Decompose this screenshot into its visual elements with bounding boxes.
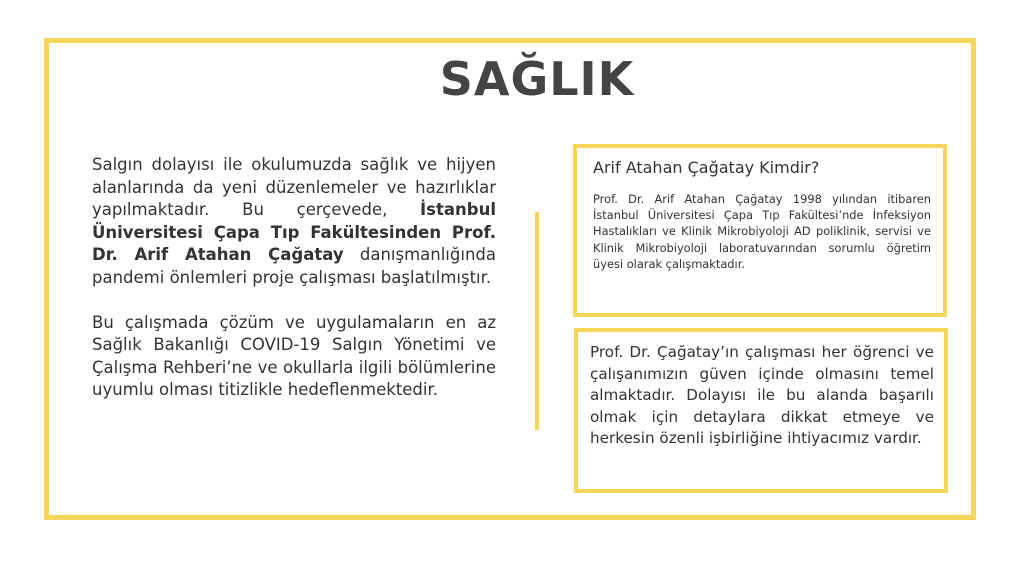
- vertical-divider: [535, 212, 539, 430]
- statement-box: [574, 328, 948, 493]
- intro-text-start: Salgın dolayısı ile okulumuzda sağlık ve hijyen alanlarında da yeni düzenlemeler ve hazırlıklar yapılmaktadır. Bu çerçevede,: [92, 155, 496, 220]
- second-paragraph: Bu çalışmada çözüm ve uygulamaların en az Sağlık Bakanlığı COVID-19 Salgın Yönetimi ve Çalışma Rehberi’ne ve okullarla ilgili bölümlerine uyumlu olması titizlikle hedeflenmektedir.: [92, 312, 496, 400]
- intro-text-end: danışmanlığında pandemi önlemleri proje çalışması başlatılmıştır.: [92, 245, 496, 287]
- bio-heading: Arif Atahan Çağatay Kimdir?: [593, 158, 820, 177]
- page-title: SAĞLIK: [439, 52, 635, 106]
- intro-bold-text: İstanbul Üniversitesi Çapa Tıp Fakültesinden Prof. Dr. Arif Atahan Çağatay: [92, 200, 496, 265]
- main-text-column: [92, 154, 496, 424]
- bio-text: Prof. Dr. Arif Atahan Çağatay 1998 yılından itibaren İstanbul Üniversitesi Çapa Tıp Fakültesi’nde İnfeksiyon Hastalıkları ve Klinik Mikrobiyoloji AD poliklinik, servisi ve Klinik Mikrobiyoloji laboratuvarından sorumlu öğretim üyesi olarak çalışmaktadır.: [593, 192, 931, 271]
- intro-paragraph: [92, 154, 496, 290]
- statement-text: Prof. Dr. Çağatay’ın çalışması her öğrenci ve çalışanımızın güven içinde olmasını temel almaktadır. Dolayısı ile bu alanda başarılı olmak için detaylara dikkat etmeye ve herkesin özenli işbirliğine ihtiyacımız vardır.: [590, 343, 934, 448]
- bio-box: [573, 144, 947, 317]
